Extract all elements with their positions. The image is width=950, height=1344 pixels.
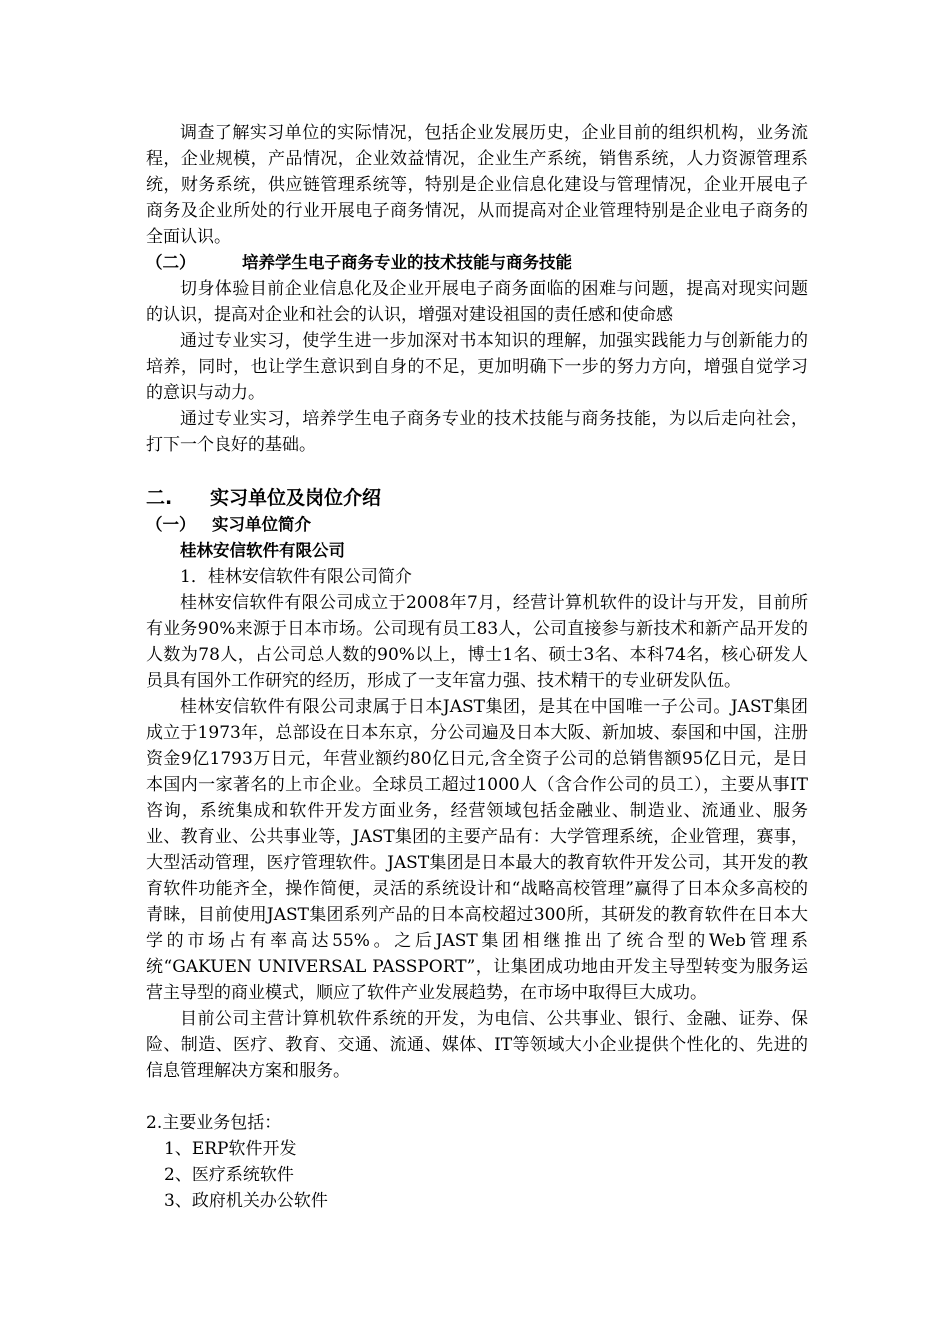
business-list: [146, 1136, 808, 1214]
section-heading-company-intro: [146, 512, 808, 538]
paragraph-company-founding: 桂林安信软件有限公司成立于2008年7月，经营计算机软件的设计与开发，目前所有业务90%来源于日本市场。公司现有员工83人，公司直接参与新技术和新产品开发的人数为78人，占公司总人数的90%以上，博士1名、硕士3名、本科74名，核心研发人员具有国外工作研究的经历，形成了一支年富力强、技术精干的专业研发队伍。: [146, 593, 808, 691]
section-title: 实习单位简介: [212, 515, 311, 534]
paragraph-investigation: 调查了解实习单位的实际情况，包括企业发展历史，企业目前的组织机构，业务流程，企业规模，产品情况，企业效益情况，企业生产系统，销售系统，人力资源管理系统，财务系统，供应链管理系统等，特别是企业信息化建设与管理情况，企业开展电子商务及企业所处的行业开展电子商务情况，从而提高对企业管理特别是企业电子商务的全面认识。: [146, 123, 808, 247]
chapter-heading: [146, 484, 808, 512]
company-name: 桂林安信软件有限公司: [180, 541, 345, 560]
blank-line: [146, 1084, 808, 1110]
paragraph-foundation: 通过专业实习，培养学生电子商务专业的技术技能与商务技能，为以后走向社会，打下一个良好的基础。: [146, 409, 808, 455]
paragraph-experience: 切身体验目前企业信息化及企业开展电子商务面临的困难与问题，提高对现实问题的认识，提高对企业和社会的认识，增强对建设祖国的责任感和使命感: [146, 279, 808, 325]
business-list-heading: 2.主要业务包括：: [146, 1113, 282, 1133]
paragraph-jast-group: 桂林安信软件有限公司隶属于日本JAST集团，是其在中国唯一子公司。JAST集团成立于1973年，总部设在日本东京，分公司遍及日本大阪、新加坡、泰国和中国，注册资金9亿1793万日元，年营业额约80亿日元,含全资子公司的总销售额95亿日元，是日本国内一家著名的上市企业。全球员工超过1000人（含合作公司的员工），主要从事IT咨询，系统集成和软件开发方面业务，经营领域包括金融业、制造业、流通业、服务业、教育业、公共事业等，JAST集团的主要产品有：大学管理系统，企业管理，赛事，大型活动管理，医疗管理软件。JAST集团是日本最大的教育软件开发公司，其开发的教育软件功能齐全，操作简便，灵活的系统设计和“战略高校管理”赢得了日本众多高校的青睐，目前使用JAST集团系列产品的日本高校超过300所，其研发的教育软件在日本大学的市场占有率高达55%。之后JAST集团相继推出了统合型的Web管理系统“GAKUEN UNIVERSAL PASSPORT”，让集团成功地由开发主导型转变为服务运营主导型的商业模式，顺应了软件产业发展趋势，在市场中取得巨大成功。: [146, 697, 808, 1003]
paragraph-practice: 通过专业实习，使学生进一步加深对书本知识的理解，加强实践能力与创新能力的培养，同时，也让学生意识到自身的不足，更加明确下一步的努力方向，增强自觉学习的意识与动力。: [146, 331, 808, 403]
document-body: [146, 120, 808, 1214]
list-item: 3、政府机关办公软件: [164, 1191, 328, 1211]
section-number: （一）: [146, 515, 196, 534]
list-item: 1、ERP软件开发: [164, 1139, 297, 1159]
intro-subheading: 1．桂林安信软件有限公司简介: [180, 567, 412, 587]
section-heading-skills: [146, 250, 808, 276]
paragraph-main-business: 目前公司主营计算机软件系统的开发，为电信、公共事业、银行、金融、证券、保险、制造、医疗、教育、交通、流通、媒体、IT等领域大小企业提供个性化的、先进的信息管理解决方案和服务。: [146, 1009, 808, 1081]
list-item: 2、医疗系统软件: [164, 1165, 294, 1185]
chapter-number: 二.: [146, 487, 173, 509]
section-number: （二）: [146, 253, 196, 272]
section-title: 培养学生电子商务专业的技术技能与商务技能: [242, 253, 572, 272]
chapter-title: 实习单位及岗位介绍: [210, 487, 382, 509]
